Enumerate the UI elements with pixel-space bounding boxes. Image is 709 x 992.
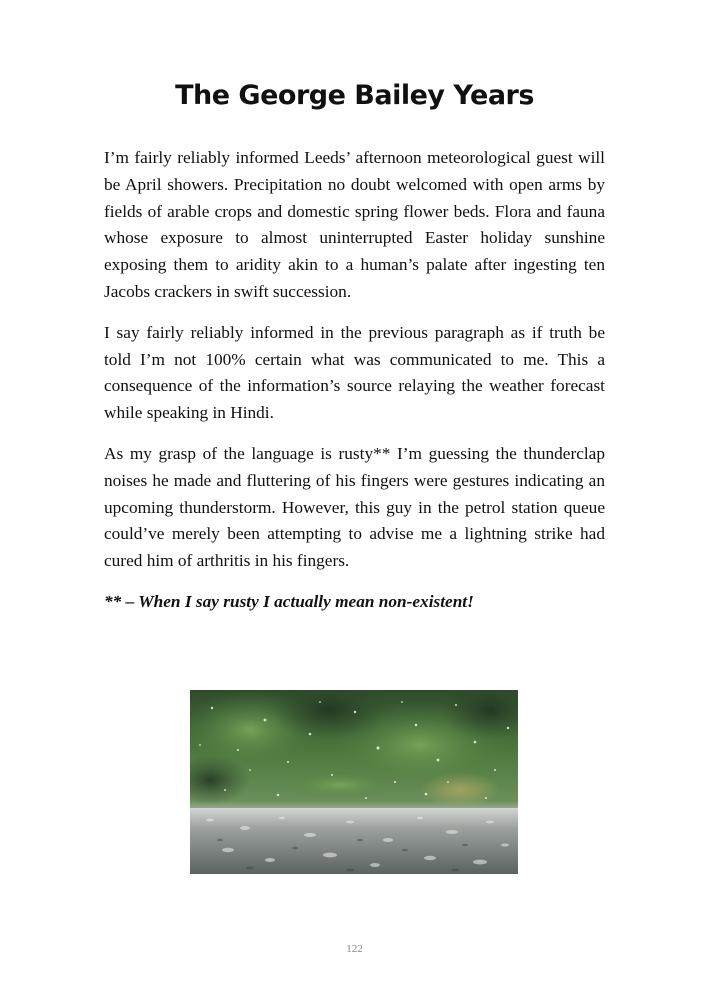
footnote: ** – When I say rusty I actually mean non-existent!	[104, 591, 474, 611]
page-title: The George Bailey Years	[175, 80, 534, 111]
paragraph-2: I say fairly reliably informed in the previous paragraph as if truth be told I’m not 100% certain what was communicated to me. This a consequence of the information’s source relaying the weather forecast while speaking in Hindi.	[104, 322, 605, 423]
paragraph-3: As my grasp of the language is rusty** I’m guessing the thunderclap noises he made and fluttering of his fingers were gestures indicating an upcoming thunderstorm. However, this guy in the petrol station queue could’ve merely been attempting to advise me a lightning strike had cured him of arthritis in his fingers.	[104, 443, 605, 571]
page-number: 122	[346, 943, 363, 955]
body-text	[104, 145, 605, 616]
paragraph-1: I’m fairly reliably informed Leeds’ afternoon meteorological guest will be April showers. Precipitation no doubt welcomed with open arms by fields of arable crops and domestic spring flower beds. Flora and fauna whose exposure to almost uninterrupted Easter holiday sunshine exposing them to aridity akin to a human’s palate after ingesting ten Jacobs crackers in swift succession.	[104, 148, 605, 301]
rain-photo	[190, 690, 518, 874]
